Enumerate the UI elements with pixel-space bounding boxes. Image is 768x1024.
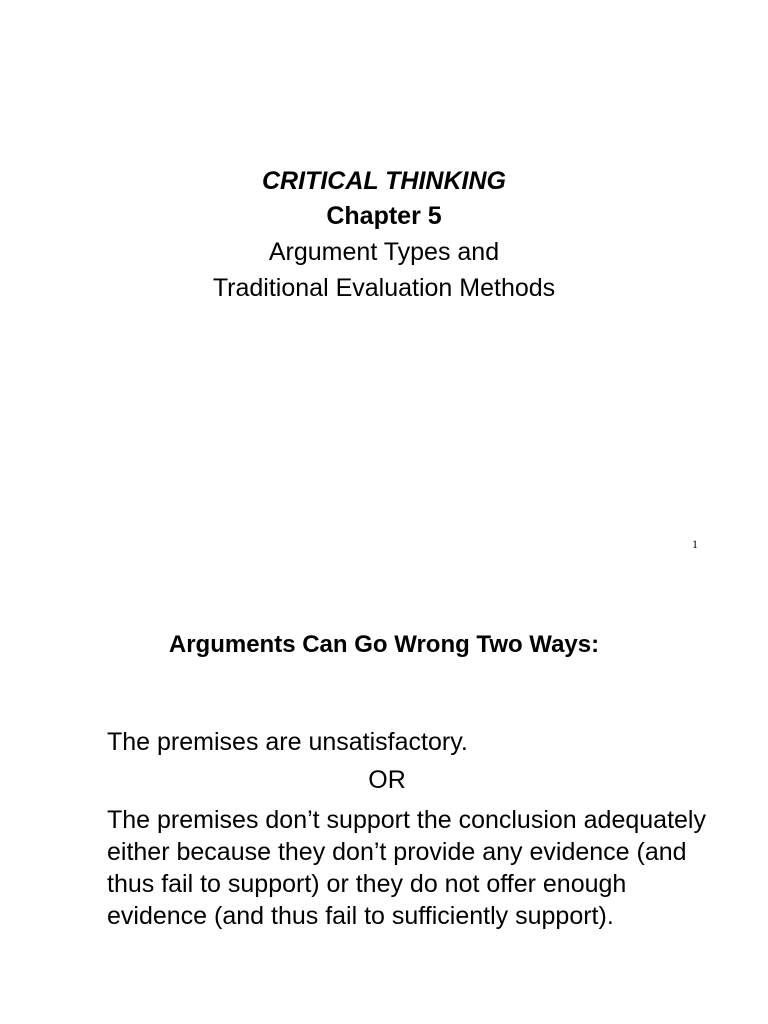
slide-heading: Arguments Can Go Wrong Two Ways: bbox=[168, 631, 600, 658]
subtitle-line-1: Argument Types and bbox=[268, 238, 500, 266]
page-number: 1 bbox=[692, 537, 698, 551]
chapter-title: Chapter 5 bbox=[326, 202, 442, 230]
subtitle-line-2: Traditional Evaluation Methods bbox=[212, 274, 556, 302]
slide-arguments bbox=[0, 576, 768, 1024]
paragraph-premises-unsatisfactory: The premises are unsatisfactory. bbox=[107, 728, 468, 756]
paragraph-premises-dont-support: The premises don’t support the conclusion adequately either because they don’t provide any evidence (and thus fail to support) or they do not offer enough evidence (and thus fail to sufficiently support). bbox=[107, 806, 706, 930]
course-title: CRITICAL THINKING bbox=[262, 167, 506, 195]
or-separator: OR bbox=[368, 766, 406, 794]
title-block bbox=[0, 164, 768, 306]
